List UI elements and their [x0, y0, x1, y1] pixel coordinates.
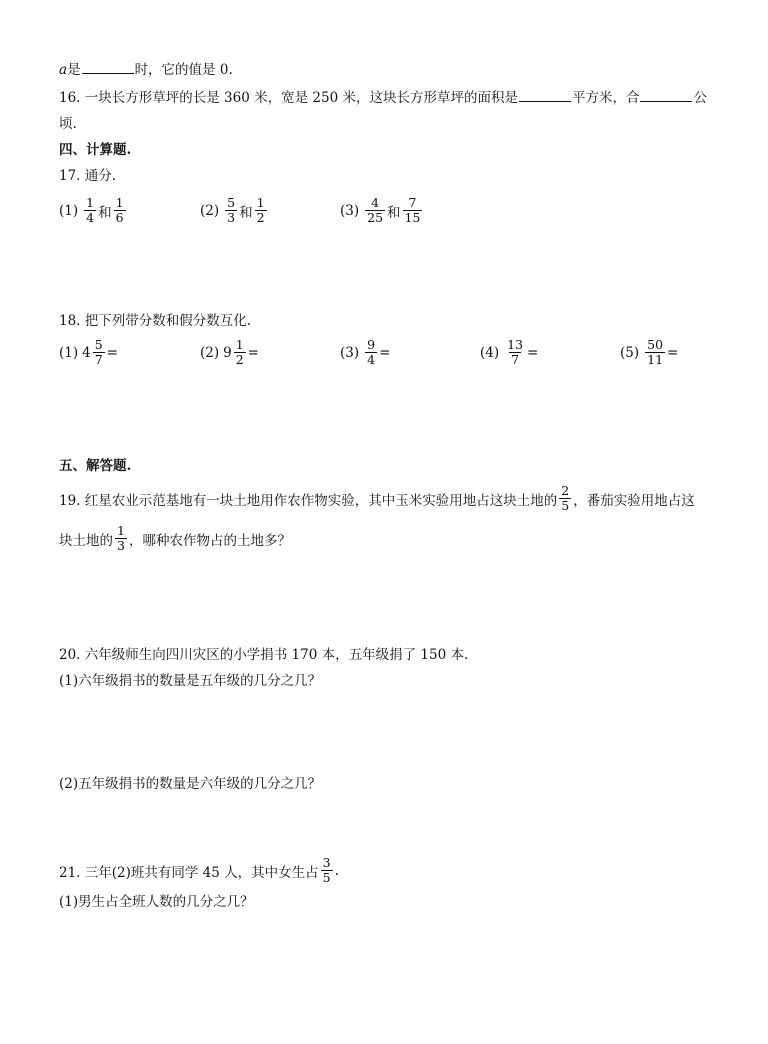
q16-line1: 16. 一块长方形草坪的长是 360 米，宽是 250 米，这块长方形草坪的面积是 平方米，合 公 [59, 90, 707, 106]
answer-blank[interactable] [82, 60, 134, 74]
q20-line: 20. 六年级师生向四川灾区的小学捐书 170 本，五年级捐了 150 本. [59, 647, 469, 663]
q17-item-2: (2) $\frac{5}{3}$ 和 $\frac{1}{2}$ [200, 195, 265, 225]
fraction: $\frac{9}{4}$ [367, 337, 376, 367]
q18-item-4: (4) $\frac{13}{7}$ = [480, 337, 539, 367]
q18-item-5: (5) $\frac{50}{11}$ = [620, 337, 679, 367]
section-heading-4: 四、计算题. [59, 142, 132, 158]
fraction: $\frac{13}{7}$ [507, 337, 524, 367]
fraction: $\frac{1}{3}$ [117, 523, 125, 553]
fraction: $\frac{1}{6}$ [115, 195, 124, 225]
q20-sub1: (1)六年级捐书的数量是五年级的几分之几？ [59, 673, 322, 689]
q21-sub1: (1)男生占全班人数的几分之几？ [59, 894, 254, 910]
q17-item-1: (1) $\frac{1}{4}$ 和 $\frac{1}{6}$ [59, 195, 124, 225]
q17-title: 17. 通分. [59, 168, 117, 184]
fraction: $\frac{2}{5}$ [561, 483, 570, 513]
q19-line2: 块土地的 $\frac{1}{3}$ ，哪种农作物占的土地多？ [59, 523, 291, 553]
q20-sub2: (2)五年级捐书的数量是六年级的几分之几？ [59, 776, 322, 792]
fraction: $\frac{1}{2}$ [235, 337, 244, 367]
fraction: $\frac{3}{5}$ [322, 855, 331, 885]
fraction: $\frac{7}{15}$ [404, 195, 421, 225]
q18-item-2: (2) 9 $\frac{1}{2}$ = [200, 337, 259, 367]
q17-item-3: (3) $\frac{4}{25}$ 和 $\frac{7}{15}$ [340, 195, 421, 225]
section-heading-5: 五、解答题. [59, 458, 132, 474]
fraction: $\frac{5}{3}$ [227, 195, 236, 225]
q21-line: 21. 三年(2)班共有同学 45 人，其中女生占 $\frac{3}{5}$ . [59, 855, 339, 885]
q15-tail: a是 时，它的值是 0. [59, 62, 233, 78]
fraction: $\frac{1}{2}$ [256, 195, 265, 225]
answer-blank[interactable] [640, 88, 692, 102]
q18-item-3: (3) $\frac{9}{4}$ = [340, 337, 391, 367]
answer-blank[interactable] [519, 88, 571, 102]
fraction: $\frac{5}{7}$ [94, 337, 103, 367]
fraction: $\frac{1}{4}$ [86, 195, 95, 225]
q18-title: 18. 把下列带分数和假分数互化. [59, 313, 252, 329]
q16-line2: 顷. [59, 116, 77, 132]
variable-a: a [59, 62, 68, 78]
fraction: $\frac{4}{25}$ [367, 195, 384, 225]
fraction: $\frac{50}{11}$ [647, 337, 664, 367]
q18-item-1: (1) 4 $\frac{5}{7}$ = [59, 337, 118, 367]
q19-line1: 19. 红星农业示范基地有一块土地用作农作物实验，其中玉米实验用地占这块土地的 $\frac{2}{5}$ ，番茄实验用地占这 [59, 483, 695, 513]
